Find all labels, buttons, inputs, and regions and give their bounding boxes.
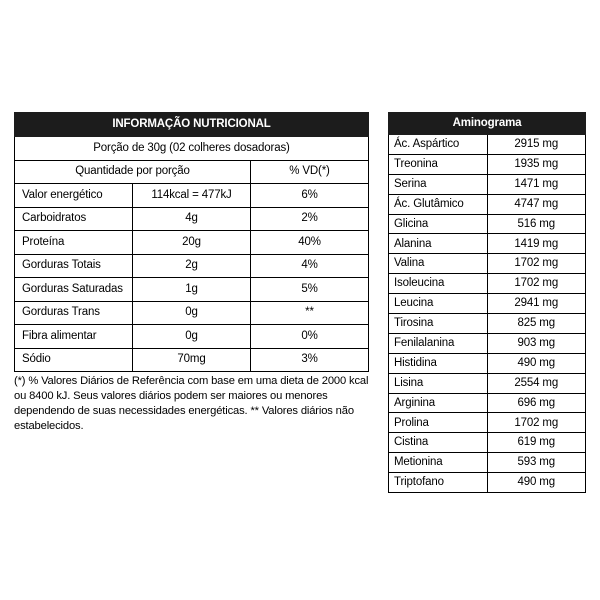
nutrient-amount: 114kcal = 477kJ: [133, 184, 251, 208]
table-row: [15, 207, 369, 231]
amino-acid-name: Alanina: [389, 234, 488, 254]
amino-acid-name: Triptofano: [389, 473, 488, 493]
table-row: [389, 254, 586, 274]
table-row: [15, 325, 369, 349]
amino-acid-value: 2941 mg: [487, 294, 586, 314]
quantity-per-serving-header: Quantidade por porção: [15, 160, 251, 184]
amino-acid-name: Isoleucina: [389, 274, 488, 294]
nutrient-daily-value: **: [251, 301, 369, 325]
table-row: [389, 214, 586, 234]
amino-acid-value: 1471 mg: [487, 174, 586, 194]
amino-acid-value: 903 mg: [487, 333, 586, 353]
daily-value-header: % VD(*): [251, 160, 369, 184]
table-row: [15, 184, 369, 208]
table-row: [389, 234, 586, 254]
amino-acid-name: Serina: [389, 174, 488, 194]
table-row: [389, 433, 586, 453]
nutrient-daily-value: 4%: [251, 254, 369, 278]
daily-values-footnote: (*) % Valores Diários de Referência com base em uma dieta de 2000 kcal ou 8400 kJ. Seus valores diários podem ser maiores ou menores dependendo de suas necessidades energéticas. ** Valores diários não estabelecidos.: [14, 375, 369, 432]
table-row: [389, 373, 586, 393]
serving-size-text: Porção de 30g (02 colheres dosadoras): [15, 137, 369, 161]
aminogram-table: [388, 112, 586, 493]
nutrient-label: Proteína: [15, 231, 133, 255]
table-row: [389, 135, 586, 155]
nutrient-label: Fibra alimentar: [15, 325, 133, 349]
table-row: [389, 393, 586, 413]
amino-acid-name: Arginina: [389, 393, 488, 413]
amino-acid-name: Prolina: [389, 413, 488, 433]
serving-size-row: [15, 137, 369, 161]
amino-acid-value: 696 mg: [487, 393, 586, 413]
amino-acid-name: Treonina: [389, 154, 488, 174]
nutrition-header-title: INFORMAÇÃO NUTRICIONAL: [15, 113, 369, 137]
amino-acid-value: 1702 mg: [487, 254, 586, 274]
nutrition-facts-table: [14, 112, 369, 372]
nutrient-amount: 70mg: [133, 348, 251, 372]
nutrient-amount: 0g: [133, 301, 251, 325]
amino-acid-name: Ác. Glutâmico: [389, 194, 488, 214]
nutrient-amount: 2g: [133, 254, 251, 278]
nutrient-label: Gorduras Trans: [15, 301, 133, 325]
amino-acid-value: 593 mg: [487, 453, 586, 473]
nutrient-label: Gorduras Totais: [15, 254, 133, 278]
amino-acid-value: 2554 mg: [487, 373, 586, 393]
nutrient-amount: 1g: [133, 278, 251, 302]
table-row: [389, 194, 586, 214]
aminogram-header-row: [389, 113, 586, 135]
nutrient-label: Valor energético: [15, 184, 133, 208]
amino-acid-name: Leucina: [389, 294, 488, 314]
nutrition-header-row: [15, 113, 369, 137]
table-row: [389, 274, 586, 294]
aminogram-header-title: Aminograma: [389, 113, 586, 135]
amino-acid-name: Tirosina: [389, 314, 488, 334]
table-row: [15, 254, 369, 278]
amino-acid-value: 1702 mg: [487, 413, 586, 433]
nutrient-amount: 0g: [133, 325, 251, 349]
amino-acid-value: 825 mg: [487, 314, 586, 334]
table-row: [389, 154, 586, 174]
amino-acid-value: 490 mg: [487, 353, 586, 373]
table-row: [389, 174, 586, 194]
table-row: [389, 353, 586, 373]
nutrient-daily-value: 6%: [251, 184, 369, 208]
nutrient-daily-value: 0%: [251, 325, 369, 349]
nutrient-label: Gorduras Saturadas: [15, 278, 133, 302]
amino-acid-value: 619 mg: [487, 433, 586, 453]
nutrient-daily-value: 2%: [251, 207, 369, 231]
table-row: [15, 348, 369, 372]
nutrient-daily-value: 5%: [251, 278, 369, 302]
table-row: [15, 231, 369, 255]
aminogram-panel: [388, 112, 586, 493]
amino-acid-value: 1702 mg: [487, 274, 586, 294]
table-row: [389, 453, 586, 473]
table-row: [389, 333, 586, 353]
nutrient-amount: 20g: [133, 231, 251, 255]
table-row: [15, 301, 369, 325]
amino-acid-name: Valina: [389, 254, 488, 274]
nutrition-column-header-row: [15, 160, 369, 184]
amino-acid-name: Histidina: [389, 353, 488, 373]
amino-acid-name: Lisina: [389, 373, 488, 393]
table-row: [389, 413, 586, 433]
amino-acid-name: Fenilalanina: [389, 333, 488, 353]
table-row: [389, 473, 586, 493]
amino-acid-value: 490 mg: [487, 473, 586, 493]
amino-acid-name: Metionina: [389, 453, 488, 473]
amino-acid-value: 516 mg: [487, 214, 586, 234]
table-row: [15, 278, 369, 302]
amino-acid-value: 1935 mg: [487, 154, 586, 174]
nutrition-facts-panel: [14, 112, 369, 372]
nutrient-daily-value: 40%: [251, 231, 369, 255]
nutrient-daily-value: 3%: [251, 348, 369, 372]
amino-acid-name: Cistina: [389, 433, 488, 453]
amino-acid-name: Ác. Aspártico: [389, 135, 488, 155]
amino-acid-name: Glicina: [389, 214, 488, 234]
amino-acid-value: 2915 mg: [487, 135, 586, 155]
table-row: [389, 294, 586, 314]
nutrient-amount: 4g: [133, 207, 251, 231]
table-row: [389, 314, 586, 334]
amino-acid-value: 4747 mg: [487, 194, 586, 214]
nutrient-label: Sódio: [15, 348, 133, 372]
nutrient-label: Carboidratos: [15, 207, 133, 231]
amino-acid-value: 1419 mg: [487, 234, 586, 254]
